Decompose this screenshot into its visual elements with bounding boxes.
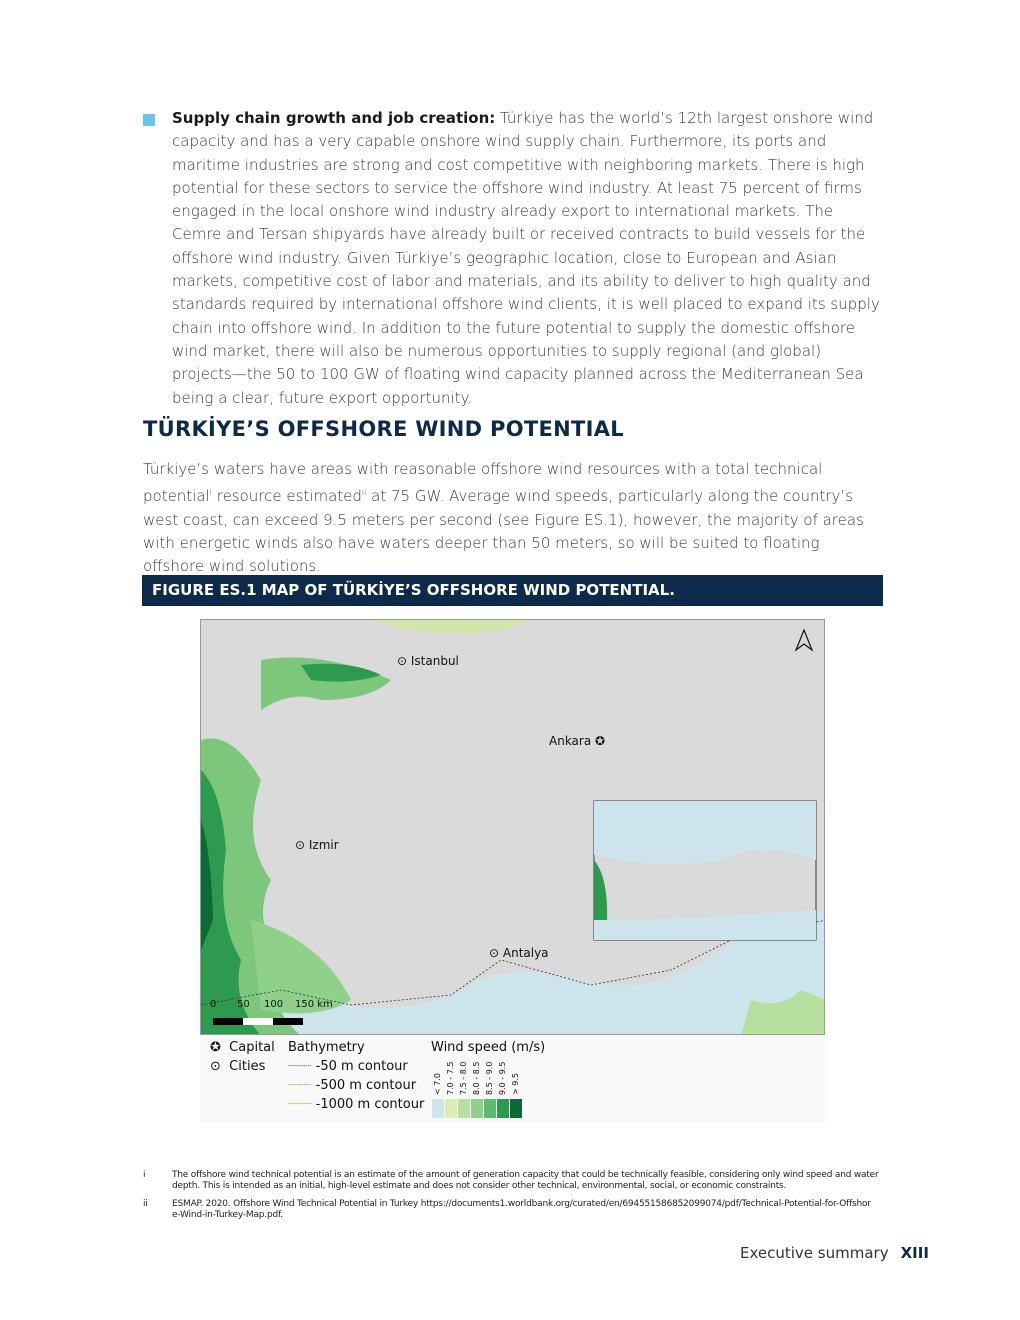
wind-bin-swatch [471, 1099, 483, 1118]
wind-bin-swatch [510, 1099, 522, 1118]
para-text: resource estimated [211, 487, 362, 506]
wind-bin-label: 7.0 - 7.5 [446, 1061, 455, 1095]
legend-bathymetry: Bathymetry [288, 1040, 365, 1055]
footnote-ref[interactable]: i [209, 488, 212, 498]
wind-bin-label: 8.0 - 8.5 [472, 1061, 481, 1095]
city-label: Izmir [308, 838, 339, 852]
bullet-paragraph [172, 107, 884, 410]
wind-map [200, 619, 825, 1035]
intro-paragraph [143, 458, 883, 578]
scale-0: 0 [210, 999, 217, 1010]
scale-50: 50 [237, 999, 250, 1010]
wind-bin-label: > 9.5 [511, 1073, 520, 1095]
scale-100: 100 [264, 999, 284, 1010]
wind-bin-label: < 7.0 [433, 1073, 442, 1095]
bullet-lead: Supply chain growth and job creation: [172, 109, 496, 127]
legend-1000m: ─── -1000 m contour [288, 1097, 425, 1112]
footnote-link[interactable]: https://documents1.worldbank.org/curated/en/694551586852099074/pdf/Technical-Potential-for-Offshore-Wind-in-Turkey-Map.pdf. [172, 1199, 871, 1220]
legend-label: -1000 m contour [315, 1097, 425, 1112]
footer-section: Executive summary [740, 1244, 889, 1262]
legend-wind-title: Wind speed (m/s) [431, 1040, 546, 1055]
map-legend [200, 1035, 825, 1123]
city-label: Antalya [502, 946, 549, 960]
wind-bin-label: 7.5 - 8.0 [459, 1061, 468, 1095]
wind-bin-swatch [445, 1099, 457, 1118]
para-text: at 75 GW. Average wind speeds, particularly along the country’s west coast, can exceed 9.5 meters per second (see Figure ES.1), however, the majority of areas with energetic winds also have waters deeper than 50 meters, so will be suited to floating offshore wind solutions. [143, 487, 864, 576]
legend-capital [210, 1040, 275, 1055]
wind-bin-swatch [458, 1099, 470, 1118]
footnote-mark: i [143, 1170, 146, 1180]
wind-bin-label: 9.0 - 9.5 [498, 1061, 507, 1095]
figure-title: FIGURE ES.1 MAP OF TÜRKİYE’S OFFSHORE WIND POTENTIAL. [142, 575, 883, 606]
wind-bin-label: 8.5 - 9.0 [485, 1061, 494, 1095]
footnote-text [172, 1199, 872, 1221]
para-text: Türkiye’s waters have areas with reasonable offshore wind resources with a total technical potential [143, 460, 823, 506]
footnote-mark: ii [143, 1199, 148, 1209]
legend-label: Capital [229, 1040, 275, 1055]
footnote-text: The offshore wind technical potential is an estimate of the amount of generation capacity that could be technically feasible, considering only wind speed and water depth. This is intended as an initial, high-level estimate and does not consider other technical, environmental, social, or economic constraints. [172, 1170, 879, 1191]
wind-bin-swatch [484, 1099, 496, 1118]
footnote-ref[interactable]: ii [361, 488, 367, 498]
bullet-text: Türkiye has the world’s 12th largest onshore wind capacity and has a very capable onshore wind supply chain. Furthermore, its ports and maritime industries are strong and cost competitive with neighboring markets. There is high potential for these sectors to service the offshore wind industry. At least 75 percent of firms engaged in the local onshore wind industry already export to international markets. The Cemre and Tersan shipyards have already built or received contracts to build vessels for the offshore wind industry. Given Türkiye’s geographic location, close to European and Asian markets, competitive cost of labor and materials, and its ability to deliver to high quality and standards required by international offshore wind clients, it is well placed to expand its supply chain into offshore wind. In addition to the future potential to supply the domestic offshore wind market, there will also be numerous opportunities to supply regional (and global) projects—the 50 to 100 GW of floating wind capacity planned across the Mediterranean Sea being a clear, future export opportunity. [172, 109, 880, 407]
city-icon: ⊙ [210, 1059, 221, 1074]
capital-icon: ✪ [210, 1040, 221, 1055]
city-izmir: ⊙ Izmir [295, 838, 339, 852]
legend-label: -500 m contour [315, 1078, 417, 1093]
legend-500m: ┈┈┈ -500 m contour [288, 1078, 417, 1093]
capital-ankara: Ankara ✪ [549, 734, 606, 748]
page-number: XIII [900, 1244, 929, 1262]
city-label: Istanbul [410, 654, 459, 668]
page-footer [740, 1244, 929, 1262]
legend-cities [210, 1059, 265, 1074]
bullet-marker [143, 114, 155, 126]
legend-50m: ┈┈┈ -50 m contour [288, 1059, 408, 1074]
wind-bin-swatch [497, 1099, 509, 1118]
legend-label: Cities [229, 1059, 266, 1074]
footnote-citation: ESMAP. 2020. Offshore Wind Technical Potential in Turkey [172, 1199, 421, 1209]
city-label: Ankara [549, 734, 592, 748]
scale-150: 150 km [295, 999, 333, 1010]
city-antalya: ⊙ Antalya [489, 946, 549, 960]
legend-label: -50 m contour [315, 1059, 408, 1074]
wind-bin-swatch [432, 1099, 444, 1118]
city-istanbul: ⊙ Istanbul [397, 654, 459, 668]
map-graphic [201, 620, 825, 1035]
section-heading: TÜRKİYE’S OFFSHORE WIND POTENTIAL [143, 417, 624, 441]
